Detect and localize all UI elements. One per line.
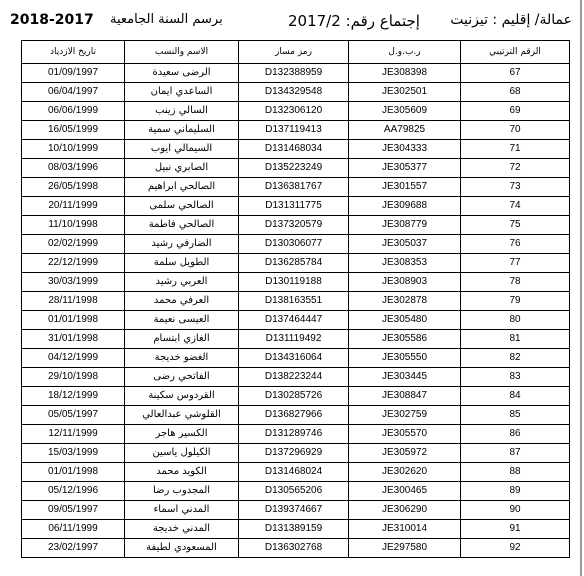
cell-rank: 68 xyxy=(461,83,570,102)
cell-name: الفاتحي رضى xyxy=(125,368,239,387)
cell-birthdate: 15/03/1999 xyxy=(22,444,125,463)
cell-massar: D132306120 xyxy=(239,102,349,121)
cell-birthdate: 26/05/1998 xyxy=(22,178,125,197)
cell-rank: 72 xyxy=(461,159,570,178)
cell-code: JE306290 xyxy=(349,501,461,520)
column-header-name: الاسم والنسب xyxy=(125,41,239,64)
cell-birthdate: 01/01/1998 xyxy=(22,463,125,482)
cell-name: الصابري نبيل xyxy=(125,159,239,178)
cell-birthdate: 23/02/1997 xyxy=(22,539,125,558)
table-header xyxy=(22,41,570,64)
cell-name: المجدوب رضا xyxy=(125,482,239,501)
cell-code: JE305037 xyxy=(349,235,461,254)
cell-rank: 88 xyxy=(461,463,570,482)
cell-rank: 80 xyxy=(461,311,570,330)
cell-rank: 86 xyxy=(461,425,570,444)
table-row xyxy=(22,444,570,463)
table-row xyxy=(22,83,570,102)
cell-massar: D138163551 xyxy=(239,292,349,311)
cell-code: JE302501 xyxy=(349,83,461,102)
cell-code: JE305586 xyxy=(349,330,461,349)
cell-name: الرضى سعيدة xyxy=(125,64,239,83)
table-row xyxy=(22,368,570,387)
table-row xyxy=(22,520,570,539)
cell-massar: D136827966 xyxy=(239,406,349,425)
cell-birthdate: 12/11/1999 xyxy=(22,425,125,444)
cell-code: JE301557 xyxy=(349,178,461,197)
table-row xyxy=(22,159,570,178)
cell-name: الصالحي فاطمة xyxy=(125,216,239,235)
cell-rank: 90 xyxy=(461,501,570,520)
cell-birthdate: 06/04/1997 xyxy=(22,83,125,102)
cell-birthdate: 31/01/1998 xyxy=(22,330,125,349)
cell-birthdate: 06/11/1999 xyxy=(22,520,125,539)
cell-code: JE308903 xyxy=(349,273,461,292)
cell-code: JE308847 xyxy=(349,387,461,406)
cell-name: العرفي محمد xyxy=(125,292,239,311)
cell-code: JE308398 xyxy=(349,64,461,83)
cell-rank: 91 xyxy=(461,520,570,539)
cell-massar: D136381767 xyxy=(239,178,349,197)
meeting-info xyxy=(288,12,420,30)
cell-birthdate: 02/02/1999 xyxy=(22,235,125,254)
cell-name: القردوس سكينة xyxy=(125,387,239,406)
cell-massar: D130285726 xyxy=(239,387,349,406)
cell-massar: D137320579 xyxy=(239,216,349,235)
cell-massar: D131468034 xyxy=(239,140,349,159)
cell-code: JE305972 xyxy=(349,444,461,463)
cell-birthdate: 10/10/1999 xyxy=(22,140,125,159)
cell-birthdate: 06/06/1999 xyxy=(22,102,125,121)
cell-rank: 69 xyxy=(461,102,570,121)
cell-code: JE304333 xyxy=(349,140,461,159)
cell-name: السليماني سمية xyxy=(125,121,239,140)
cell-massar: D134329548 xyxy=(239,83,349,102)
cell-name: الصالحي ابراهيم xyxy=(125,178,239,197)
table-row xyxy=(22,235,570,254)
cell-birthdate: 28/11/1998 xyxy=(22,292,125,311)
cell-massar: D137296929 xyxy=(239,444,349,463)
table-row xyxy=(22,349,570,368)
cell-rank: 81 xyxy=(461,330,570,349)
cell-code: JE308353 xyxy=(349,254,461,273)
cell-name: الساعدي ايمان xyxy=(125,83,239,102)
cell-name: الضارفي رشيد xyxy=(125,235,239,254)
table-row xyxy=(22,501,570,520)
cell-massar: D132388959 xyxy=(239,64,349,83)
cell-name: الصالحي سلمى xyxy=(125,197,239,216)
page-edge xyxy=(580,0,582,576)
cell-massar: D131389159 xyxy=(239,520,349,539)
cell-rank: 73 xyxy=(461,178,570,197)
cell-birthdate: 20/11/1999 xyxy=(22,197,125,216)
cell-birthdate: 22/12/1999 xyxy=(22,254,125,273)
cell-name: الغضو خديجة xyxy=(125,349,239,368)
students-table xyxy=(21,40,570,558)
column-header-code: ر.ب.و.ل xyxy=(349,41,461,64)
cell-birthdate: 05/12/1996 xyxy=(22,482,125,501)
document-header xyxy=(10,8,572,34)
cell-massar: D130119188 xyxy=(239,273,349,292)
cell-birthdate: 08/03/1996 xyxy=(22,159,125,178)
cell-rank: 82 xyxy=(461,349,570,368)
cell-code: JE297580 xyxy=(349,539,461,558)
table-row xyxy=(22,330,570,349)
table-body xyxy=(22,64,570,558)
cell-massar: D137464447 xyxy=(239,311,349,330)
cell-massar: D131468024 xyxy=(239,463,349,482)
cell-code: JE302620 xyxy=(349,463,461,482)
cell-code: JE302759 xyxy=(349,406,461,425)
column-header-birthdate: تاريخ الازدياد xyxy=(22,41,125,64)
cell-code: JE308779 xyxy=(349,216,461,235)
cell-code: AA79825 xyxy=(349,121,461,140)
table-row xyxy=(22,463,570,482)
table-row xyxy=(22,140,570,159)
cell-massar: D131119492 xyxy=(239,330,349,349)
cell-rank: 85 xyxy=(461,406,570,425)
cell-birthdate: 30/03/1999 xyxy=(22,273,125,292)
table-row xyxy=(22,178,570,197)
cell-massar: D137119413 xyxy=(239,121,349,140)
cell-code: JE303445 xyxy=(349,368,461,387)
column-header-massar: رمز مسار xyxy=(239,41,349,64)
cell-code: JE300465 xyxy=(349,482,461,501)
cell-code: JE305609 xyxy=(349,102,461,121)
header-row xyxy=(22,41,570,64)
region-label: عمالة/ إقليم : تيزنيت xyxy=(450,12,572,28)
table-row xyxy=(22,121,570,140)
cell-massar: D134316064 xyxy=(239,349,349,368)
cell-code: JE310014 xyxy=(349,520,461,539)
cell-code: JE305480 xyxy=(349,311,461,330)
cell-massar: D130306077 xyxy=(239,235,349,254)
table-row xyxy=(22,216,570,235)
cell-rank: 71 xyxy=(461,140,570,159)
cell-name: المسعودي لطيفة xyxy=(125,539,239,558)
school-year: 2018-2017 xyxy=(10,12,94,28)
cell-birthdate: 01/09/1997 xyxy=(22,64,125,83)
cell-rank: 87 xyxy=(461,444,570,463)
cell-massar: D130565206 xyxy=(239,482,349,501)
cell-rank: 78 xyxy=(461,273,570,292)
cell-name: السالي زينب xyxy=(125,102,239,121)
cell-name: السيمالي ايوب xyxy=(125,140,239,159)
cell-name: الطويل سلمة xyxy=(125,254,239,273)
cell-massar: D131289746 xyxy=(239,425,349,444)
table-row xyxy=(22,539,570,558)
cell-birthdate: 16/05/1999 xyxy=(22,121,125,140)
cell-massar: D138223244 xyxy=(239,368,349,387)
table-row xyxy=(22,273,570,292)
table-row xyxy=(22,102,570,121)
cell-birthdate: 18/12/1999 xyxy=(22,387,125,406)
table-row xyxy=(22,406,570,425)
table-row xyxy=(22,482,570,501)
cell-name: القلوشي عبدالعالي xyxy=(125,406,239,425)
cell-rank: 75 xyxy=(461,216,570,235)
cell-rank: 84 xyxy=(461,387,570,406)
cell-rank: 76 xyxy=(461,235,570,254)
cell-massar: D136285784 xyxy=(239,254,349,273)
cell-rank: 70 xyxy=(461,121,570,140)
cell-name: الكسير هاجر xyxy=(125,425,239,444)
table-row xyxy=(22,387,570,406)
cell-massar: D139374667 xyxy=(239,501,349,520)
cell-rank: 77 xyxy=(461,254,570,273)
cell-birthdate: 04/12/1999 xyxy=(22,349,125,368)
table-row xyxy=(22,197,570,216)
table-row xyxy=(22,64,570,83)
school-year-label: برسم السنة الجامعية xyxy=(110,12,223,27)
cell-code: JE309688 xyxy=(349,197,461,216)
cell-birthdate: 05/05/1997 xyxy=(22,406,125,425)
cell-birthdate: 01/01/1998 xyxy=(22,311,125,330)
cell-rank: 89 xyxy=(461,482,570,501)
cell-code: JE305377 xyxy=(349,159,461,178)
cell-name: العربي رشيد xyxy=(125,273,239,292)
table-row xyxy=(22,254,570,273)
cell-name: العيسى نعيمة xyxy=(125,311,239,330)
cell-massar: D136302768 xyxy=(239,539,349,558)
cell-rank: 67 xyxy=(461,64,570,83)
cell-rank: 74 xyxy=(461,197,570,216)
table-row xyxy=(22,425,570,444)
cell-code: JE305570 xyxy=(349,425,461,444)
meeting-number: 2017/2 xyxy=(288,12,341,30)
cell-name: المدني خديجة xyxy=(125,520,239,539)
cell-massar: D131311775 xyxy=(239,197,349,216)
cell-birthdate: 11/10/1998 xyxy=(22,216,125,235)
meeting-label: إجتماع رقم: xyxy=(345,12,420,30)
cell-birthdate: 09/05/1997 xyxy=(22,501,125,520)
cell-rank: 79 xyxy=(461,292,570,311)
cell-name: الكويد محمد xyxy=(125,463,239,482)
cell-massar: D135223249 xyxy=(239,159,349,178)
table-row xyxy=(22,311,570,330)
table-row xyxy=(22,292,570,311)
cell-name: الغازي ابتسام xyxy=(125,330,239,349)
cell-birthdate: 29/10/1998 xyxy=(22,368,125,387)
cell-name: المدني اسماء xyxy=(125,501,239,520)
cell-code: JE302878 xyxy=(349,292,461,311)
column-header-rank: الرقم الترتيبي xyxy=(461,41,570,64)
cell-code: JE305550 xyxy=(349,349,461,368)
cell-rank: 83 xyxy=(461,368,570,387)
cell-name: الكيلول ياسين xyxy=(125,444,239,463)
cell-rank: 92 xyxy=(461,539,570,558)
